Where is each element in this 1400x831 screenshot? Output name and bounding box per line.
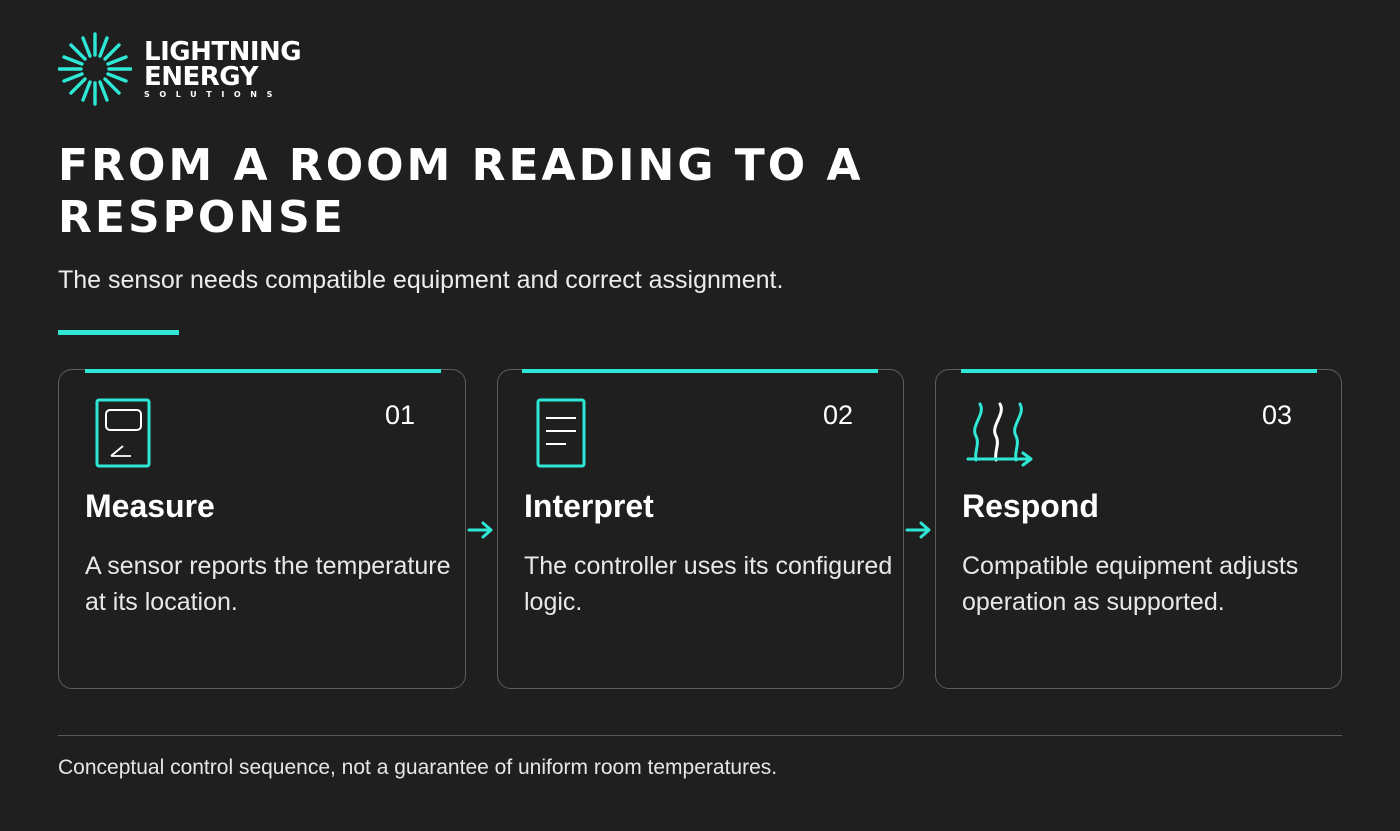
- card-accent-bar: [85, 369, 441, 373]
- brand-wordmark: [144, 37, 302, 100]
- footnote: Conceptual control sequence, not a guarantee of uniform room temperatures.: [58, 756, 778, 779]
- accent-divider: [58, 330, 179, 335]
- card-accent-bar: [522, 369, 878, 373]
- brand-name-line1: LIGHTNING: [144, 37, 302, 67]
- step-number: 01: [385, 400, 416, 430]
- step-card-respond: [935, 369, 1342, 689]
- step-number: 03: [1262, 400, 1293, 430]
- brand-tagline: SOLUTIONS: [144, 90, 282, 99]
- controller-document-icon: [536, 398, 588, 470]
- card-accent-bar: [961, 369, 1317, 373]
- step-title: Measure: [85, 488, 215, 524]
- thermostat-sensor-icon: [95, 398, 153, 470]
- airflow-icon: [966, 400, 1036, 468]
- step-title: Respond: [962, 488, 1099, 524]
- step-title: Interpret: [524, 488, 654, 524]
- step-card-interpret: [497, 369, 904, 689]
- step-card-measure: [58, 369, 466, 689]
- footer-divider: [58, 735, 1342, 736]
- step-description: The controller uses its configured logic.: [524, 552, 893, 616]
- brand-name-line2: ENERGY: [144, 62, 258, 92]
- step-description: Compatible equipment adjusts operation as supported.: [962, 552, 1299, 616]
- arrow-right-icon: [466, 519, 496, 541]
- arrow-right-icon: [904, 519, 934, 541]
- page-title: FROM A ROOM READING TO A RESPONSE: [58, 140, 864, 243]
- step-description: A sensor reports the temperature at its location.: [85, 552, 451, 616]
- step-number: 02: [823, 400, 854, 430]
- starburst-icon: [58, 32, 132, 106]
- page-subtitle: The sensor needs compatible equipment and correct assignment.: [58, 266, 784, 294]
